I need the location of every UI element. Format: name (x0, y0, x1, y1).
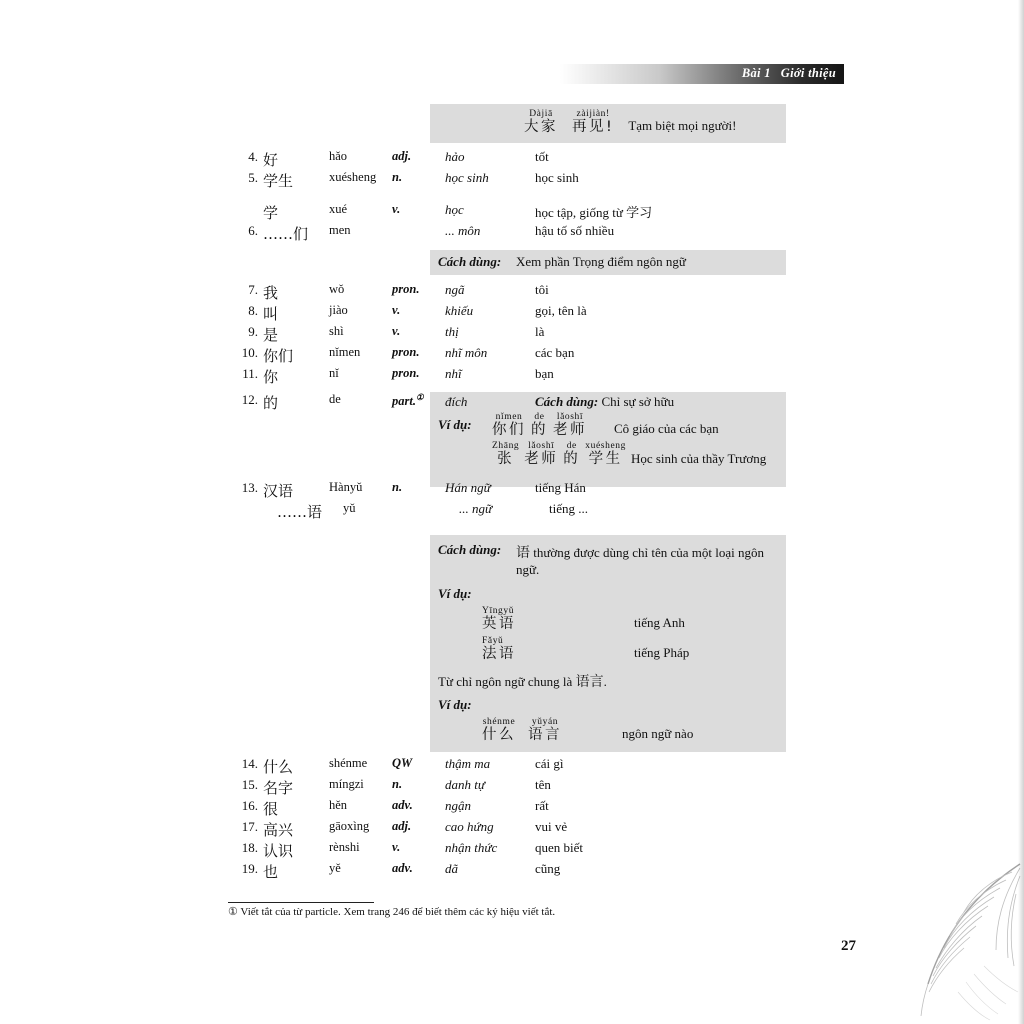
entry-hanviet: dã (445, 861, 458, 877)
running-header-text (742, 66, 836, 81)
entry-number: 17. (241, 819, 258, 835)
usage-label: Cách dùng: (438, 541, 502, 557)
vocab-row (228, 345, 848, 366)
entry-meaning: hậu tố số nhiều (535, 223, 615, 239)
pinyin-text: zàijiàn! (576, 109, 610, 119)
entry-number: 14. (241, 756, 258, 772)
pinyin-text: lǎoshī (556, 412, 584, 423)
entry-meaning: cái gì (535, 756, 564, 772)
footnote-marker: ① (415, 392, 424, 403)
entry-usage (535, 392, 848, 410)
entry-part-of-speech: v. (392, 202, 401, 217)
entry-pinyin: gāoxìng (329, 819, 370, 834)
entry-pinyin: nǐ (329, 366, 339, 381)
footnote-rule (228, 902, 374, 903)
entry-hanviet: ... ngữ (459, 500, 493, 516)
entry-hanzi: 学生 (263, 172, 294, 191)
entry-hanviet: khiếu (445, 303, 474, 319)
pinyin-text: lǎoshī (528, 441, 555, 452)
entry-part-of-speech: adv. (392, 861, 413, 876)
vocab-row (228, 501, 848, 522)
entry-part-of-speech (392, 392, 437, 409)
entry-part-of-speech: pron. (392, 345, 420, 360)
entry-hanzi: 也 (263, 863, 279, 882)
vocab-row (228, 392, 848, 413)
entry-hanzi: 什么 (263, 758, 294, 777)
entry-pinyin: hǎo (329, 149, 348, 164)
entry-pinyin: míngzi (329, 777, 364, 792)
vocab-row (228, 223, 848, 244)
entry-part-of-speech: v. (392, 324, 401, 339)
usage-text-rest: thường được dùng chỉ tên của một loại ngôn ngữ. (516, 544, 764, 577)
entry-hanzi: 的 (263, 394, 279, 413)
ruby-group (585, 442, 626, 467)
entry-meaning: học tập, giống từ 学习 (535, 205, 653, 221)
entry-pinyin: shì (329, 324, 344, 339)
entry-part-of-speech: v. (392, 303, 401, 318)
entry-pinyin: rènshi (329, 840, 360, 855)
example-label: Ví dụ: (438, 585, 472, 601)
entry-hanviet: nhĩ (445, 366, 462, 382)
example-translation: Tạm biệt mọi người! (628, 118, 737, 134)
vocab-row (228, 480, 848, 501)
hanzi-text: 法语 (482, 645, 516, 662)
entry-part-of-speech: adv. (392, 798, 413, 813)
ruby-group (528, 718, 562, 743)
entry-pinyin: de (329, 392, 341, 407)
entry-number: 6. (248, 223, 258, 239)
usage-text: Xem phần Trọng điểm ngôn ngữ (516, 254, 686, 270)
vocab-row (228, 170, 848, 191)
vocab-row (228, 324, 848, 345)
entry-number: 7. (248, 282, 258, 298)
example-line (438, 110, 778, 135)
entry-hanzi: 你 (263, 368, 279, 387)
usage-label: Cách dùng: (535, 394, 599, 410)
vocab-row (228, 777, 848, 798)
ruby-group (572, 110, 614, 135)
example-line (492, 413, 848, 438)
vocab-row (228, 282, 848, 303)
hanzi-text: 再见! (572, 118, 615, 135)
entry-hanzi: 名字 (263, 779, 294, 798)
hanzi-text: 英语 (482, 615, 516, 632)
ruby-group (482, 637, 516, 662)
entry-hanzi: 学 (263, 204, 279, 223)
example-translation: ngôn ngữ nào (622, 726, 694, 742)
entry-pinyin: jiào (329, 303, 348, 318)
example-line (492, 442, 848, 467)
usage-text (516, 542, 778, 578)
vocab-row (228, 303, 848, 324)
entry-pinyin: xué (329, 202, 348, 217)
example-label-row (438, 696, 778, 714)
entry-pinyin: nǐmen (329, 345, 361, 360)
entry-pinyin: yǔ (343, 500, 356, 515)
pinyin-text: xuésheng (585, 441, 626, 452)
pinyin-text: yǔyán (531, 716, 559, 727)
entry-pinyin: men (329, 223, 351, 238)
entry-hanviet: nhận thức (445, 840, 498, 856)
example-line (438, 637, 778, 662)
entry-hanzi: 是 (263, 326, 279, 345)
pinyin-text: Zhāng (492, 441, 520, 452)
pinyin-text: de (566, 441, 577, 452)
entry-hanviet: ngận (445, 798, 471, 814)
pinyin-text: shénme (482, 716, 516, 727)
entry-number: 15. (241, 777, 258, 793)
entry-meaning: tiếng ... (549, 500, 588, 516)
entry-pinyin: shénme (329, 756, 368, 771)
ruby-group (524, 442, 558, 467)
entry-number: 4. (248, 149, 258, 165)
vocab-row (228, 861, 848, 882)
entry-meaning: quen biết (535, 840, 584, 856)
entry-pinyin: Hànyǔ (329, 479, 363, 494)
entry-part-of-speech: n. (392, 479, 403, 494)
entry-meaning: các bạn (535, 345, 575, 361)
page-edge-shadow (1018, 0, 1024, 1024)
example-block-dajia (430, 104, 786, 143)
entry-pinyin: xuésheng (329, 170, 377, 185)
usage-text: Chỉ sự sở hữu (601, 394, 675, 410)
entry-meaning: cũng (535, 861, 561, 877)
entry-pinyin: hěn (329, 798, 348, 813)
usage-note-pre: Từ chỉ ngôn ngữ chung là (438, 673, 576, 689)
entry-hanzi: ……们 (263, 225, 309, 244)
entry-meaning: tôi (535, 282, 549, 298)
entry-hanzi: 你们 (263, 347, 294, 366)
entry-part-of-speech: adj. (392, 149, 412, 164)
ruby-group (492, 442, 519, 467)
entry-hanviet: nhĩ môn (445, 345, 488, 361)
entry-part-of-speech: n. (392, 777, 403, 792)
example-translation: tiếng Anh (634, 614, 685, 630)
usage-line (438, 542, 778, 578)
example-translation: Cô giáo của các bạn (614, 421, 719, 437)
entry-number: 18. (241, 840, 258, 856)
entry-hanviet: học (445, 202, 464, 218)
entry-hanzi: 汉语 (263, 481, 294, 500)
entry-hanzi: 叫 (263, 305, 279, 324)
entry-pinyin: wǒ (329, 282, 345, 297)
entry-pinyin: yě (329, 861, 341, 876)
vocabulary-list (228, 104, 848, 882)
entry-number: 13. (241, 479, 258, 495)
ruby-group (492, 413, 526, 438)
hanzi-text: 张 (497, 451, 515, 468)
example-line (438, 718, 778, 743)
entry-meaning: là (535, 324, 545, 340)
usage-note-post: . (603, 673, 607, 689)
usage-block-men (430, 250, 786, 275)
example-line (438, 607, 778, 632)
entry-number: 5. (248, 170, 258, 186)
example-label: Ví dụ: (438, 417, 472, 433)
entry-part-of-speech: adj. (392, 819, 412, 834)
page-number: 27 (841, 938, 856, 954)
entry-part-of-speech: n. (392, 170, 403, 185)
vocab-row (228, 840, 848, 861)
hanzi-text: 的 (563, 451, 581, 468)
vocab-row (228, 819, 848, 840)
pinyin-text: Yīngyǔ (482, 605, 515, 616)
entry-part-of-speech: QW (392, 756, 413, 771)
ruby-group (482, 718, 516, 743)
example-translation: Học sinh của thầy Trương (630, 450, 767, 466)
pinyin-text: de (534, 412, 545, 423)
vocab-row (228, 366, 848, 387)
entry-hanzi: ……语 (277, 502, 323, 521)
usage-block-yu (430, 535, 786, 753)
vocab-row (228, 202, 848, 223)
entry-hanzi: 好 (263, 151, 279, 170)
entry-number: 12. (241, 392, 258, 408)
entry-hanviet: ngã (445, 282, 465, 298)
example-label: Ví dụ: (438, 696, 472, 712)
entry-hanviet: cao hứng (445, 819, 494, 835)
vocab-row (228, 798, 848, 819)
entry-hanviet: hảo (445, 149, 465, 165)
hanzi-text: 学生 (588, 451, 623, 468)
entry-part-of-speech: v. (392, 840, 401, 855)
lesson-number: Bài 1 (741, 66, 771, 80)
entry-number: 16. (241, 798, 258, 814)
ruby-group (524, 110, 558, 135)
hanzi-inline: 语言 (575, 673, 604, 690)
entry-hanviet: ... môn (445, 223, 481, 239)
entry-meaning: tên (535, 777, 551, 793)
hanzi-text: 什么 (482, 726, 516, 743)
entry-number: 8. (248, 303, 258, 319)
entry-meaning: tốt (535, 149, 549, 165)
entry-hanviet: học sinh (445, 170, 489, 186)
entry-meaning: tiếng Hán (535, 479, 586, 495)
entry-hanviet: thị (445, 324, 459, 340)
entry-meaning: rất (535, 798, 549, 814)
entry-number: 19. (241, 861, 258, 877)
ruby-group (531, 413, 548, 438)
entry-hanviet: đích (445, 394, 468, 410)
hanzi-text: 老师 (524, 451, 559, 468)
ruby-group (563, 442, 580, 467)
example-translation: tiếng Pháp (634, 644, 690, 660)
entry-hanzi: 我 (263, 284, 279, 303)
pinyin-text: Dàjiā (529, 109, 553, 119)
entry-hanviet: Hán ngữ (445, 479, 491, 495)
entry-meaning: vui vẻ (535, 819, 568, 835)
entry-hanzi: 很 (263, 800, 279, 819)
entry-part-of-speech: pron. (392, 282, 420, 297)
entry-number: 11. (242, 366, 258, 382)
vocab-row (228, 149, 848, 170)
entry-hanviet: danh tự (445, 777, 485, 793)
entry-part-of-speech: pron. (392, 366, 420, 381)
footnote-text: ① Viết tắt của từ particle. Xem trang 246 để biết thêm các ký hiệu viết tắt. (228, 906, 556, 918)
usage-label: Cách dùng: (438, 254, 502, 270)
pinyin-text: nǐmen (495, 412, 523, 423)
entry-meaning: gọi, tên là (535, 303, 587, 319)
vocab-row (228, 756, 848, 777)
entry-hanzi: 认识 (263, 842, 294, 861)
entry-hanviet: thậm ma (445, 756, 491, 772)
hanzi-text: 老师 (553, 422, 587, 439)
ruby-group (482, 607, 516, 632)
entry-number: 10. (241, 345, 258, 361)
entry-number: 9. (248, 324, 258, 340)
hanzi-text: 你们 (492, 422, 526, 439)
pinyin-text: Fǎyǔ (482, 635, 504, 646)
running-header-band (560, 64, 844, 84)
ruby-group (553, 413, 587, 438)
example-label-row (438, 585, 778, 603)
hanzi-text: 的 (531, 422, 548, 439)
entry-meaning: bạn (535, 366, 554, 382)
entry-hanzi: 高兴 (263, 821, 294, 840)
lesson-title: Giới thiệu (780, 66, 836, 80)
hanzi-text: 大家 (524, 118, 558, 135)
pos-text: part. (392, 394, 416, 409)
hanzi-text: 语言 (528, 726, 562, 743)
usage-note (438, 671, 778, 691)
entry-meaning: học sinh (535, 170, 579, 186)
hanzi-inline: 语 (516, 544, 530, 561)
